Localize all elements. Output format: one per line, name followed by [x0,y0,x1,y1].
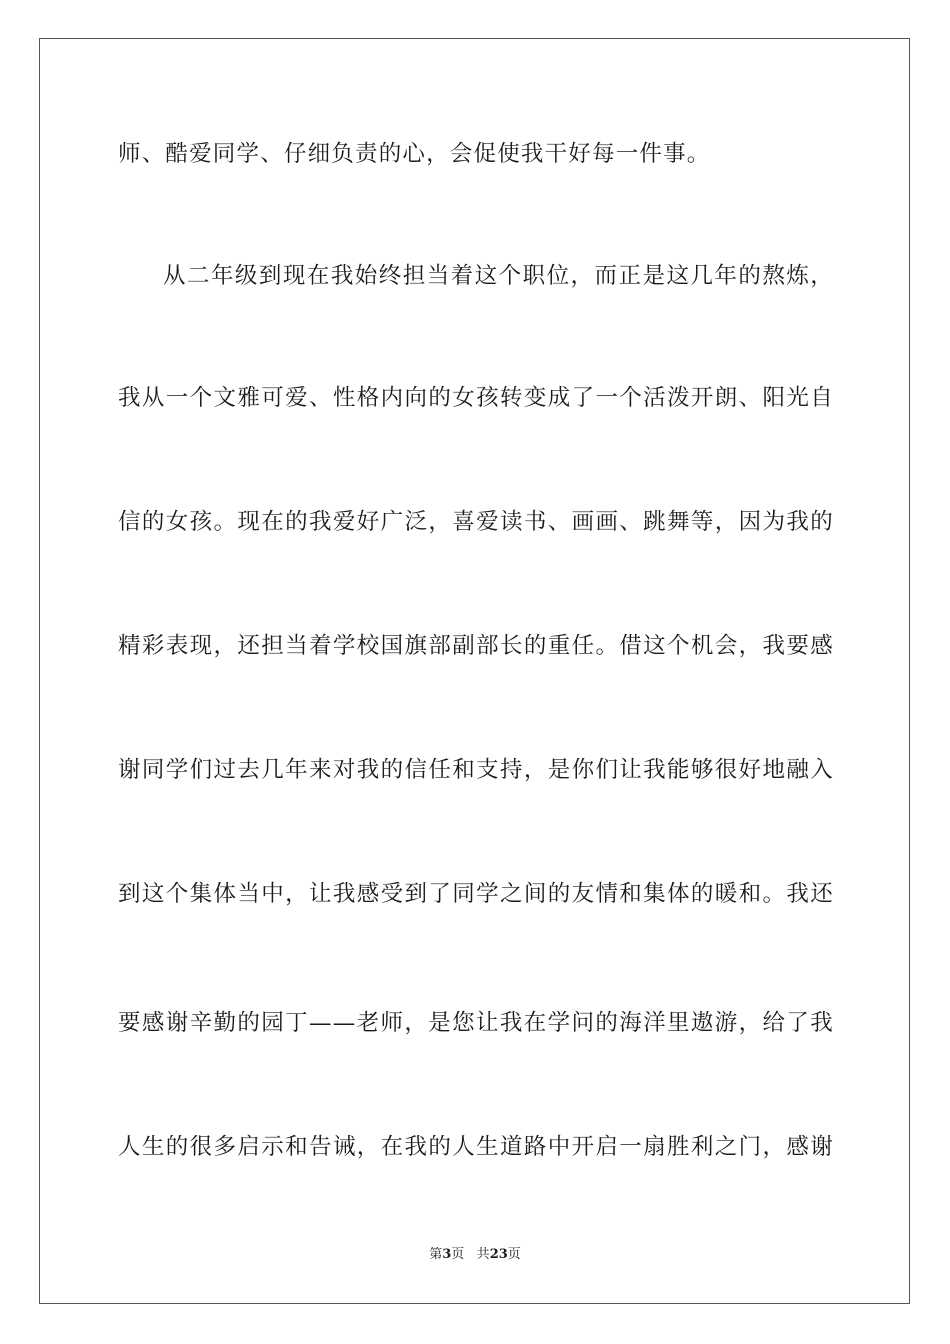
paragraph-line-5: 精彩表现，还担当着学校国旗部副部长的重任。借这个机会，我要感 [118,633,834,659]
total-pages: 23 [489,1247,508,1262]
page-footer [0,1246,950,1264]
paragraph-line-3: 我从一个文雅可爱、性格内向的女孩转变成了一个活泼开朗、阳光自 [118,385,834,411]
page-prefix: 第 [429,1247,443,1262]
paragraph-line-8: 要感谢辛勤的园丁——老师，是您让我在学问的海洋里遨游，给了我 [118,1010,834,1036]
total-prefix: 共 [476,1247,490,1262]
paragraph-line-6: 谢同学们过去几年来对我的信任和支持，是你们让我能够很好地融入 [118,757,834,783]
paragraph-line-2: 从二年级到现在我始终担当着这个职位，而正是这几年的熬炼， [163,263,834,289]
paragraph-line-4: 信的女孩。现在的我爱好广泛，喜爱读书、画画、跳舞等，因为我的 [118,509,834,535]
paragraph-line-9: 人生的很多启示和告诫，在我的人生道路中开启一扇胜利之门，感谢 [118,1134,834,1160]
paragraph-line-1: 师、酷爱同学、仔细负责的心，会促使我干好每一件事。 [118,141,711,167]
total-suffix: 页 [507,1247,521,1262]
paragraph-line-7: 到这个集体当中，让我感受到了同学之间的友情和集体的暖和。我还 [118,881,834,907]
page-number: 3 [442,1247,452,1262]
page-border [39,38,910,1304]
page-suffix: 页 [451,1247,465,1262]
